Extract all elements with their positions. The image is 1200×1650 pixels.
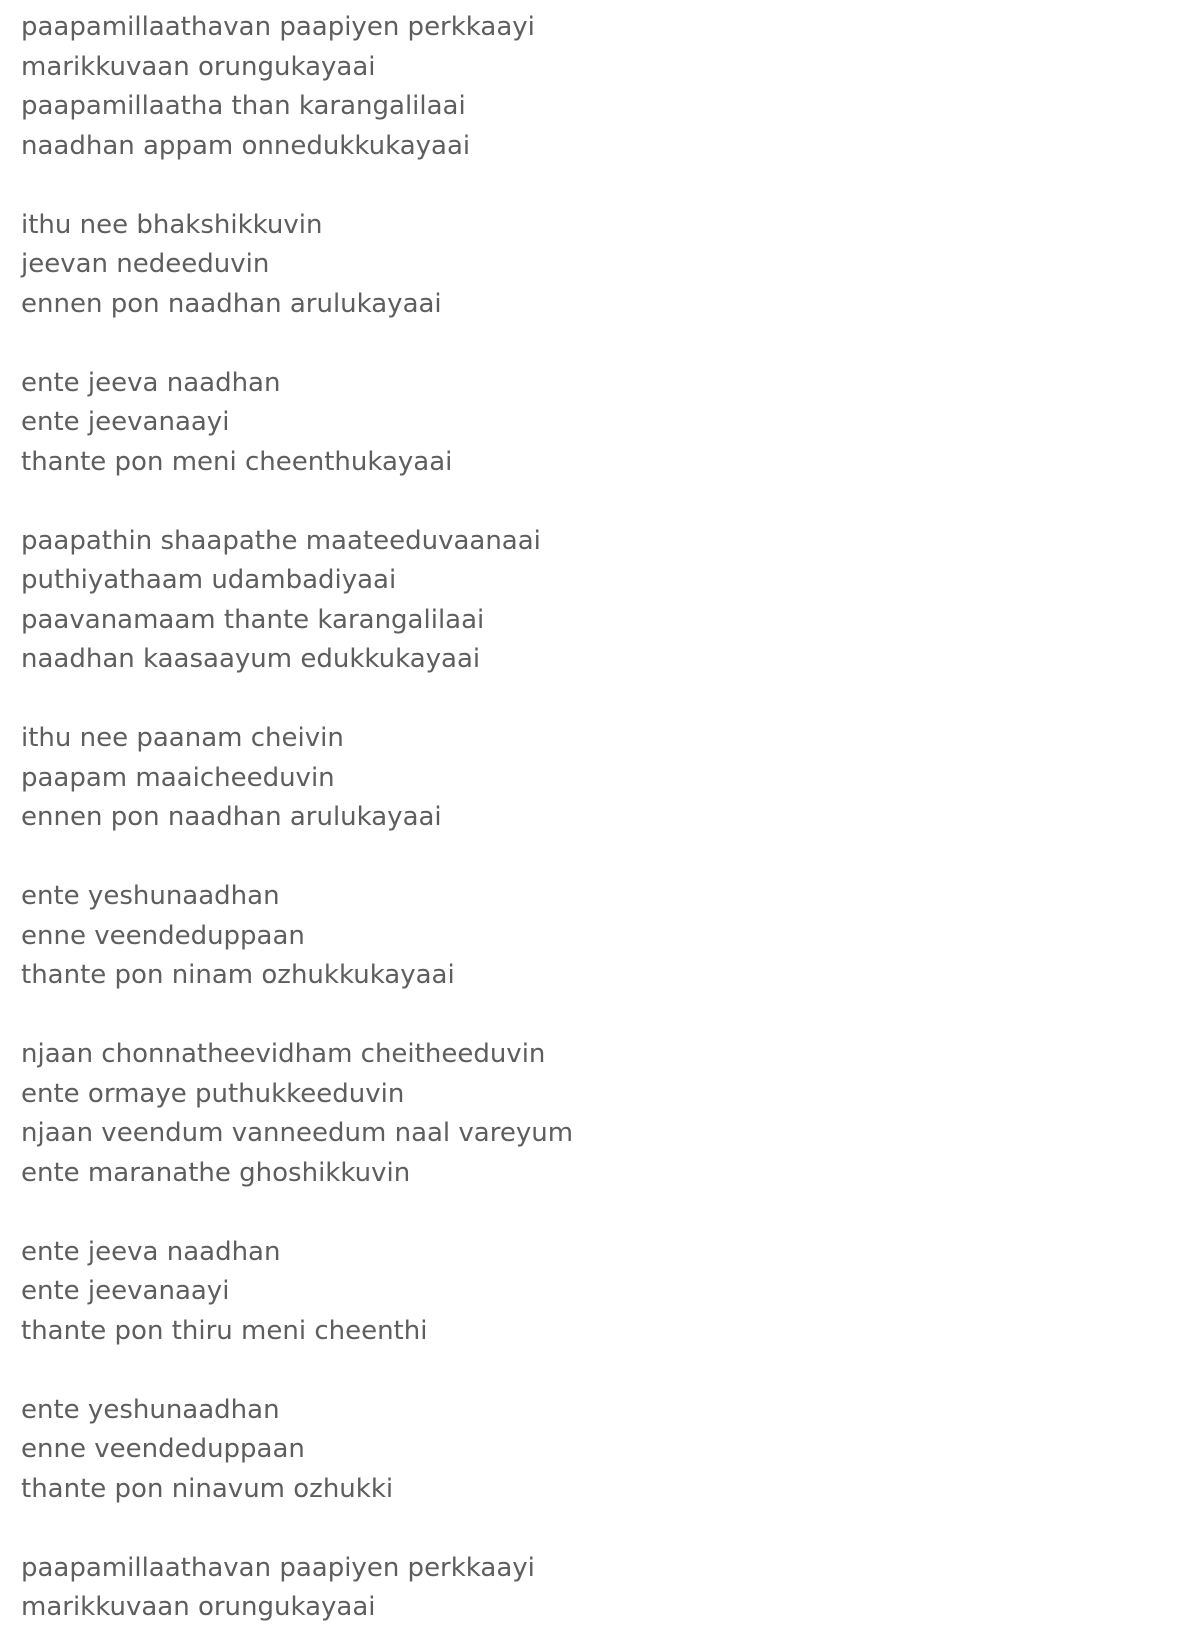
stanza-5: [21, 719, 1171, 838]
lyric-line: thante pon meni cheenthukayaai: [21, 446, 453, 477]
lyric-line: ente jeeva naadhan: [21, 1236, 281, 1267]
lyric-line: ente yeshunaadhan: [21, 881, 280, 911]
lyric-line: paapamillaathavan paapiyen perkkaayi: [21, 1552, 535, 1583]
lyric-line: ennen pon naadhan arulukayaai: [21, 288, 442, 319]
lyric-line: thante pon thiru meni cheenthi: [21, 1315, 428, 1346]
lyrics-text: [21, 8, 1171, 1628]
lyric-line: ente yeshunaadhan: [21, 1394, 280, 1425]
lyric-line: enne veendeduppaan: [21, 1434, 305, 1464]
lyric-line: ente jeevanaayi: [21, 1276, 230, 1306]
lyric-line: jeevan nedeeduvin: [21, 249, 270, 279]
lyric-line: ithu nee bhakshikkuvin: [21, 209, 323, 240]
lyric-line: ente jeevanaayi: [21, 407, 230, 437]
lyric-line: ente maranathe ghoshikkuvin: [21, 1157, 411, 1188]
lyric-line: paapamillaatha than karangalilaai: [21, 91, 466, 121]
lyric-line: naadhan appam onnedukkukayaai: [21, 130, 471, 161]
lyric-line: ithu nee paanam cheivin: [21, 723, 344, 753]
stanza-6: [21, 877, 1171, 996]
lyric-line: marikkuvaan orungukayaai: [21, 1592, 376, 1622]
lyric-line: ente jeeva naadhan: [21, 367, 281, 398]
lyric-line: paapam maaicheeduvin: [21, 762, 335, 793]
lyric-line: ente ormaye puthukkeeduvin: [21, 1078, 405, 1109]
stanza-7: [21, 1035, 1171, 1193]
lyric-line: puthiyathaam udambadiyaai: [21, 565, 397, 595]
lyric-line: paavanamaam thante karangalilaai: [21, 604, 485, 635]
lyric-line: paapamillaathavan paapiyen perkkaayi: [21, 12, 535, 42]
stanza-8: [21, 1233, 1171, 1352]
stanza-2: [21, 206, 1171, 325]
lyric-line: njaan veendum vanneedum naal vareyum: [21, 1118, 574, 1148]
lyric-line: thante pon ninavum ozhukki: [21, 1473, 394, 1504]
lyric-line: thante pon ninam ozhukkukayaai: [21, 960, 455, 990]
stanza-9: [21, 1391, 1171, 1510]
lyric-line: njaan chonnatheevidham cheitheeduvin: [21, 1039, 546, 1069]
stanza-10: [21, 1549, 1171, 1628]
lyric-line: ennen pon naadhan arulukayaai: [21, 802, 442, 832]
stanza-4: [21, 522, 1171, 680]
stanza-1: [21, 8, 1171, 166]
lyric-line: naadhan kaasaayum edukkukayaai: [21, 644, 481, 674]
lyric-line: marikkuvaan orungukayaai: [21, 51, 376, 82]
lyric-line: paapathin shaapathe maateeduvaanaai: [21, 525, 541, 556]
stanza-3: [21, 364, 1171, 483]
lyric-line: enne veendeduppaan: [21, 920, 305, 951]
